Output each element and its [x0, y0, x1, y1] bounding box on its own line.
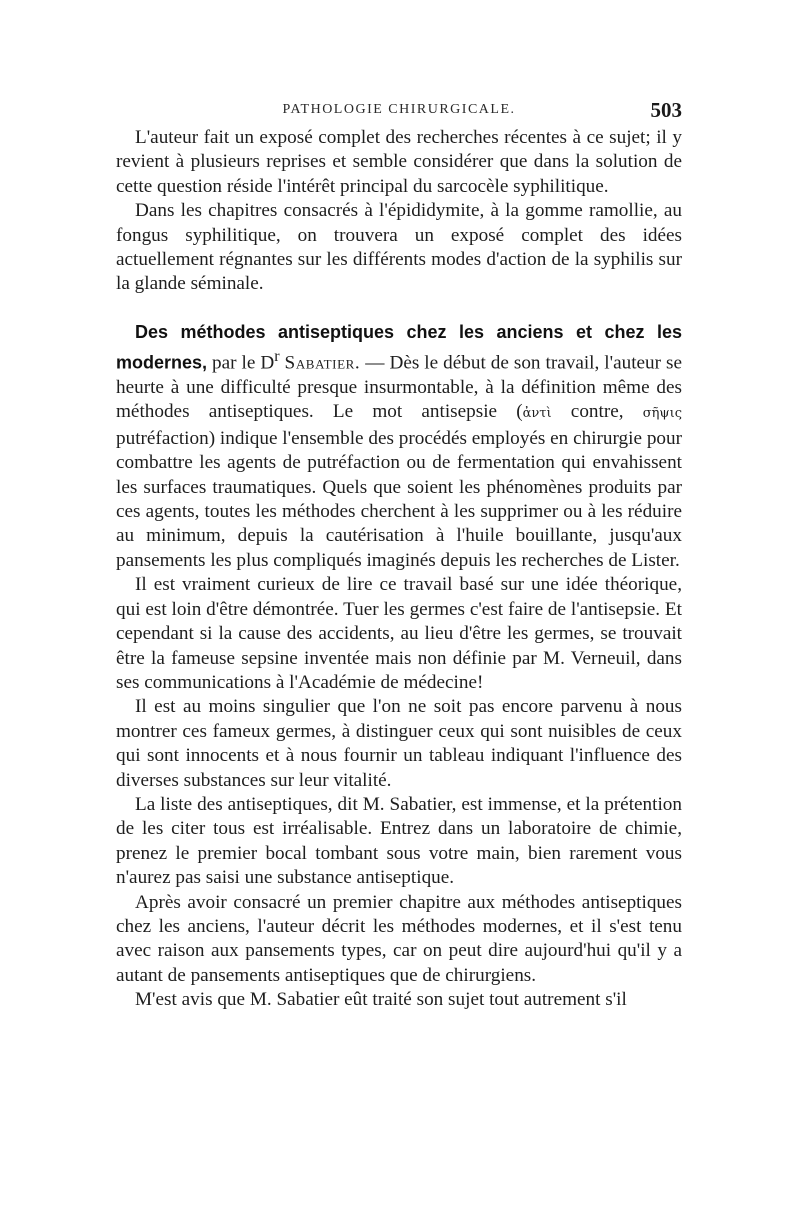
paragraph-text: — Dès le début de son travail, l'auteur se heurte à une difficulté presque insurmontable, à la définition même des méthodes antiseptiques. Le mot antisepsie ( — [116, 352, 683, 423]
greek-word: σῆψις — [642, 406, 682, 422]
paragraph: M'est avis que M. Sabatier eût traité son sujet tout autrement s'il — [135, 989, 627, 1011]
greek-word: ἀντὶ — [522, 406, 552, 422]
paragraph: Il est au moins singulier que l'on ne soit pas encore parvenu à nous montrer ces fameux germes, à distinguer ceux qui sont nuisibles de ceux qui sont innocents et à nous fournir un tableau indiquant l'influence des diverses substances sur leur vitalité. — [116, 696, 682, 791]
running-head — [116, 98, 682, 124]
section-title: Des méthodes antiseptiques chez les anciens et chez les modernes, — [116, 321, 682, 373]
byline-superscript: r — [274, 348, 280, 366]
paragraph: La liste des antiseptiques, dit M. Sabatier, est immense, et la prétention de les citer tous est irréalisable. Entrez dans un laboratoire de chimie, prenez le premier bocal tombant sous votre main, bien rarement vous n'aurez pas saisi une substance antiseptique. — [116, 793, 682, 889]
paragraph-text: contre, — [551, 401, 643, 423]
body-text — [116, 126, 682, 1013]
paragraph: Il est vraiment curieux de lire ce travail basé sur une idée théorique, qui est loin d'être démontrée. Tuer les germes c'est faire de l'antisepsie. Et cependant si la cause des accidents, au lieu d'être les germes, se trouvait être la fameuse sepsine inventée mais non définie par M. Verneuil, dans ses communications à l'Académie de médecine! — [116, 574, 682, 693]
paragraph: Après avoir consacré un premier chapitre aux méthodes antiseptiques chez les anciens, l'auteur décrit les méthodes modernes, et il s'est tenu avec raison aux pansements types, car on peut dire aujourd'hui qu'il y a autant de pansements antiseptiques que de chirurgiens. — [116, 891, 682, 986]
paragraph: Dans les chapitres consacrés à l'épididymite, à la gomme ramollie, au fongus syphilitique, on trouvera un exposé complet des idées actuellement régnantes sur les différents modes d'action de la syphilis sur la glande séminale. — [116, 200, 682, 295]
paragraph-text: putréfaction) indique l'ensemble des procédés employés en chirurgie pour combattre les agents de putréfaction ou de fermentation qui envahissent les surfaces traumatiques. Quels que soient les phénomènes produits par ces agents, toutes les méthodes cherchent à les supprimer ou à les réduire au minimum, depuis la cautérisation à l'huile bouillante, jusqu'aux pansements les plus compliqués imaginés depuis les recherches de Lister. — [116, 427, 682, 571]
section-paragraph — [116, 320, 682, 573]
running-title: PATHOLOGIE CHIRURGICALE. — [282, 102, 516, 117]
page-number: 503 — [650, 98, 682, 122]
author-name: Sabatier. — [284, 352, 361, 374]
paragraph: L'auteur fait un exposé complet des recherches récentes à ce sujet; il y revient à plusieurs reprises et semble considérer que dans la solution de cette question réside l'intérêt principal du sarcocèle syphilitique. — [116, 127, 682, 197]
byline-prefix: par le D — [212, 352, 275, 374]
